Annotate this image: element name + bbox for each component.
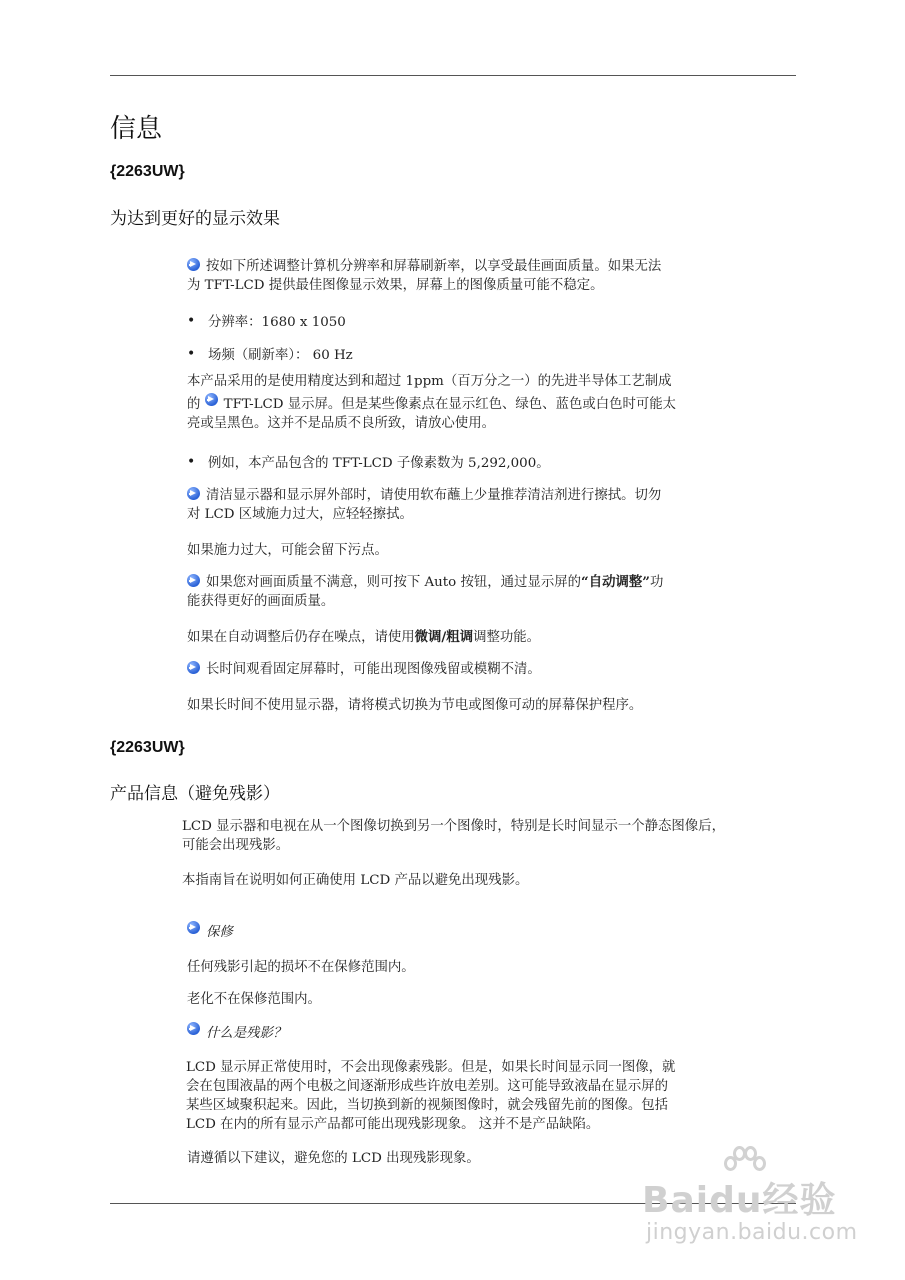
heading-warranty: 保修 [187, 921, 233, 942]
watermark-url: jingyan.baidu.com [646, 1220, 858, 1245]
bullet-dot: • [187, 346, 196, 362]
paragraph-fine-coarse: 如果在自动调整后仍存在噪点，请使用微调/粗调调整功能。 [187, 629, 541, 645]
paragraph-recommendation: 请遵循以下建议，避免您的 LCD 出现残影现象。 [187, 1151, 480, 1166]
paragraph-cleaning: 清洁显示器和显示屏外部时，请使用软布蘸上少量推荐清洁剂进行擦拭。切勿 对 LCD 区域施力过大，应轻轻擦拭。 [187, 488, 662, 522]
bullet-resolution: 分辨率：1680 x 1050 [208, 315, 346, 330]
model-heading-1: {2263UW} [110, 163, 185, 180]
arrow-right-icon [205, 393, 218, 406]
top-rule [110, 75, 796, 76]
arrow-right-icon [187, 574, 200, 587]
paragraph-pixel-precision: 本产品采用的是使用精度达到和超过 1ppm（百万分之一）的先进半导体工艺制成 的 TFT-LCD 显示屏。但是某些像素点在显示红色、绿色、蓝色或白色时可能太 亮或呈黑色。这并不是品质不良所致，请放心使用。 [187, 374, 677, 431]
bullet-dot: • [187, 454, 196, 470]
warranty-note-1: 任何残影引起的损坏不在保修范围内。 [187, 960, 415, 975]
heading-what-is-afterimage: 什么是残影？ [187, 1022, 286, 1043]
arrow-right-icon [187, 921, 200, 934]
paragraph-image-retention: 长时间观看固定屏幕时，可能出现图像残留或模糊不清。 [187, 660, 541, 679]
baidu-watermark [640, 1146, 880, 1256]
paragraph-screensaver: 如果长时间不使用显示器，请将模式切换为节电或图像可动的屏幕保护程序。 [187, 698, 643, 713]
section-subtitle-afterimage: 产品信息（避免残影） [110, 784, 280, 804]
bullet-subpixels: 例如，本产品包含的 TFT-LCD 子像素数为 5,292,000。 [208, 456, 550, 471]
arrow-right-icon [187, 1022, 200, 1035]
arrow-right-icon [187, 661, 200, 674]
paragraph-afterimage-explanation: LCD 显示屏正常使用时，不会出现像素残影。但是，如果长时间显示同一图像，就 会在包围液晶的两个电极之间逐渐形成些许放电差别。这可能导致液晶在显示屏的 某些区域聚积起来。因此，当切换到新的视频图像时，就会残留先前的图像。包括 LCD 在内的所有显示产品都可能出现残影现象。 这并不是产品缺陷。 [186, 1060, 676, 1132]
arrow-right-icon [187, 258, 200, 271]
paragraph-afterimage-intro: LCD 显示器和电视在从一个图像切换到另一个图像时，特别是长时间显示一个静态图像后， 可能会出现残影。 [182, 819, 725, 853]
paragraph-stain-warning: 如果施力过大，可能会留下污点。 [187, 543, 388, 558]
paragraph-resolution-intro: 按如下所述调整计算机分辨率和屏幕刷新率，以享受最佳画面质量。如果无法 为 TFT-LCD 提供最佳图像显示效果，屏幕上的图像质量可能不稳定。 [187, 259, 662, 293]
arrow-right-icon [187, 487, 200, 500]
section-subtitle-display: 为达到更好的显示效果 [110, 209, 280, 229]
page-title: 信息 [110, 114, 163, 144]
paragraph-auto-adjust: 如果您对画面质量不满意，则可按下 Auto 按钮，通过显示屏的“自动调整”功 能获得更好的画面质量。 [187, 574, 664, 609]
warranty-note-2: 老化不在保修范围内。 [187, 992, 321, 1007]
paragraph-guide-purpose: 本指南旨在说明如何正确使用 LCD 产品以避免出现残影。 [182, 873, 529, 888]
bullet-refresh-rate: 场频（刷新率）： 60 Hz [208, 348, 353, 363]
watermark-brand: Baidu经验 [642, 1180, 837, 1221]
model-heading-2: {2263UW} [110, 739, 185, 756]
bullet-dot: • [187, 313, 196, 329]
